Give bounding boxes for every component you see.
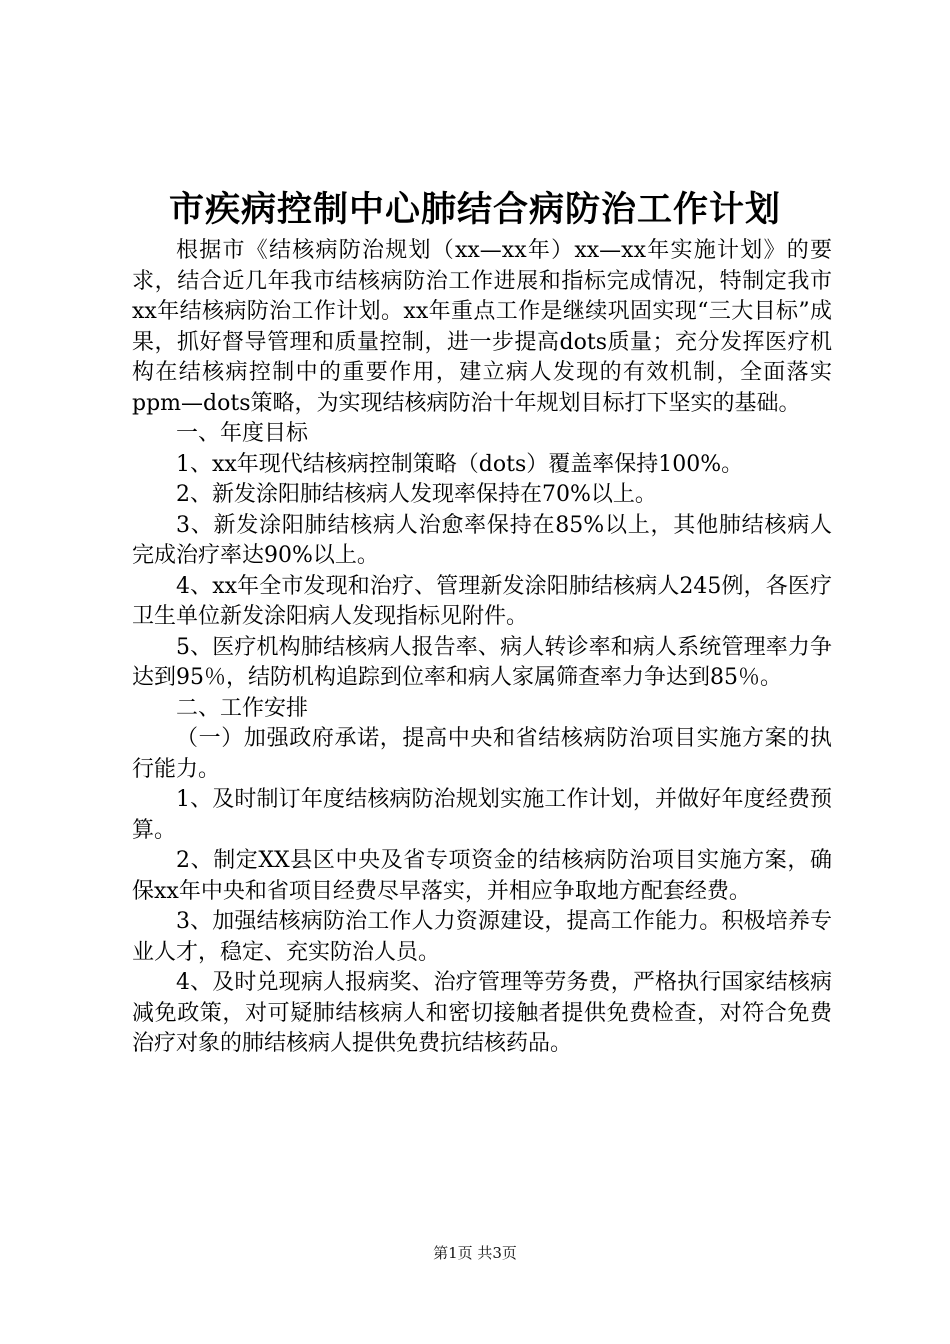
goal-item: 5、医疗机构肺结核病人报告率、病人转诊率和病人系统管理率力争达到95％，结防机构追踪到位率和病人家属筛查率力争达到85％。 xyxy=(132,634,832,690)
document-title: 市疾病控制中心肺结合病防治工作计划 xyxy=(168,189,781,230)
work-item: 1、及时制订年度结核病防治规划实施工作计划，并做好年度经费预算。 xyxy=(132,787,832,843)
work-item: 2、制定XX县区中央及省专项资金的结核病防治项目实施方案，确保xx年中央和省项目经费尽早落实，并相应争取地方配套经费。 xyxy=(132,848,832,904)
goal-item: 4、xx年全市发现和治疗、管理新发涂阳肺结核病人245例，各医疗卫生单位新发涂阳病人发现指标见附件。 xyxy=(132,573,832,629)
work-item: 4、及时兑现病人报病奖、治疗管理等劳务费，严格执行国家结核病减免政策，对可疑肺结核病人和密切接触者提供免费检查，对符合免费治疗对象的肺结核病人提供免费抗结核药品。 xyxy=(132,970,832,1056)
goal-item: 2、新发涂阳肺结核病人发现率保持在70%以上。 xyxy=(176,482,657,507)
goal-item: 3、新发涂阳肺结核病人治愈率保持在85%以上，其他肺结核病人完成治疗率达90%以上。 xyxy=(132,512,832,568)
section-heading-work-arrangement: 二、工作安排 xyxy=(176,695,309,721)
section-heading-annual-goals: 一、年度目标 xyxy=(176,421,309,446)
sub-heading: （一）加强政府承诺，提高中央和省结核病防治项目实施方案的执行能力。 xyxy=(132,726,832,782)
page-number-footer: 第1页 共3页 xyxy=(433,1244,517,1262)
goal-item: 1、xx年现代结核病控制策略（dots）覆盖率保持100%。 xyxy=(176,451,744,477)
intro-paragraph: 根据市《结核病防治规划（xx—xx年）xx—xx年实施计划》的要求，结合近几年我市结核病防治工作进展和指标完成情况，特制定我市xx年结核病防治工作计划。xx年重点工作是继续巩固实现“三大目标”成果，抓好督导管理和质量控制，进一步提高dots质量；充分发挥医疗机构在结核病控制中的重要作用，建立病人发现的有效机制，全面落实ppm—dots策略，为实现结核病防治十年规划目标打下坚实的基础。 xyxy=(132,238,832,416)
document-body xyxy=(132,236,832,1060)
work-item: 3、加强结核病防治工作人力资源建设，提高工作能力。积极培养专业人才，稳定、充实防治人员。 xyxy=(132,909,832,965)
